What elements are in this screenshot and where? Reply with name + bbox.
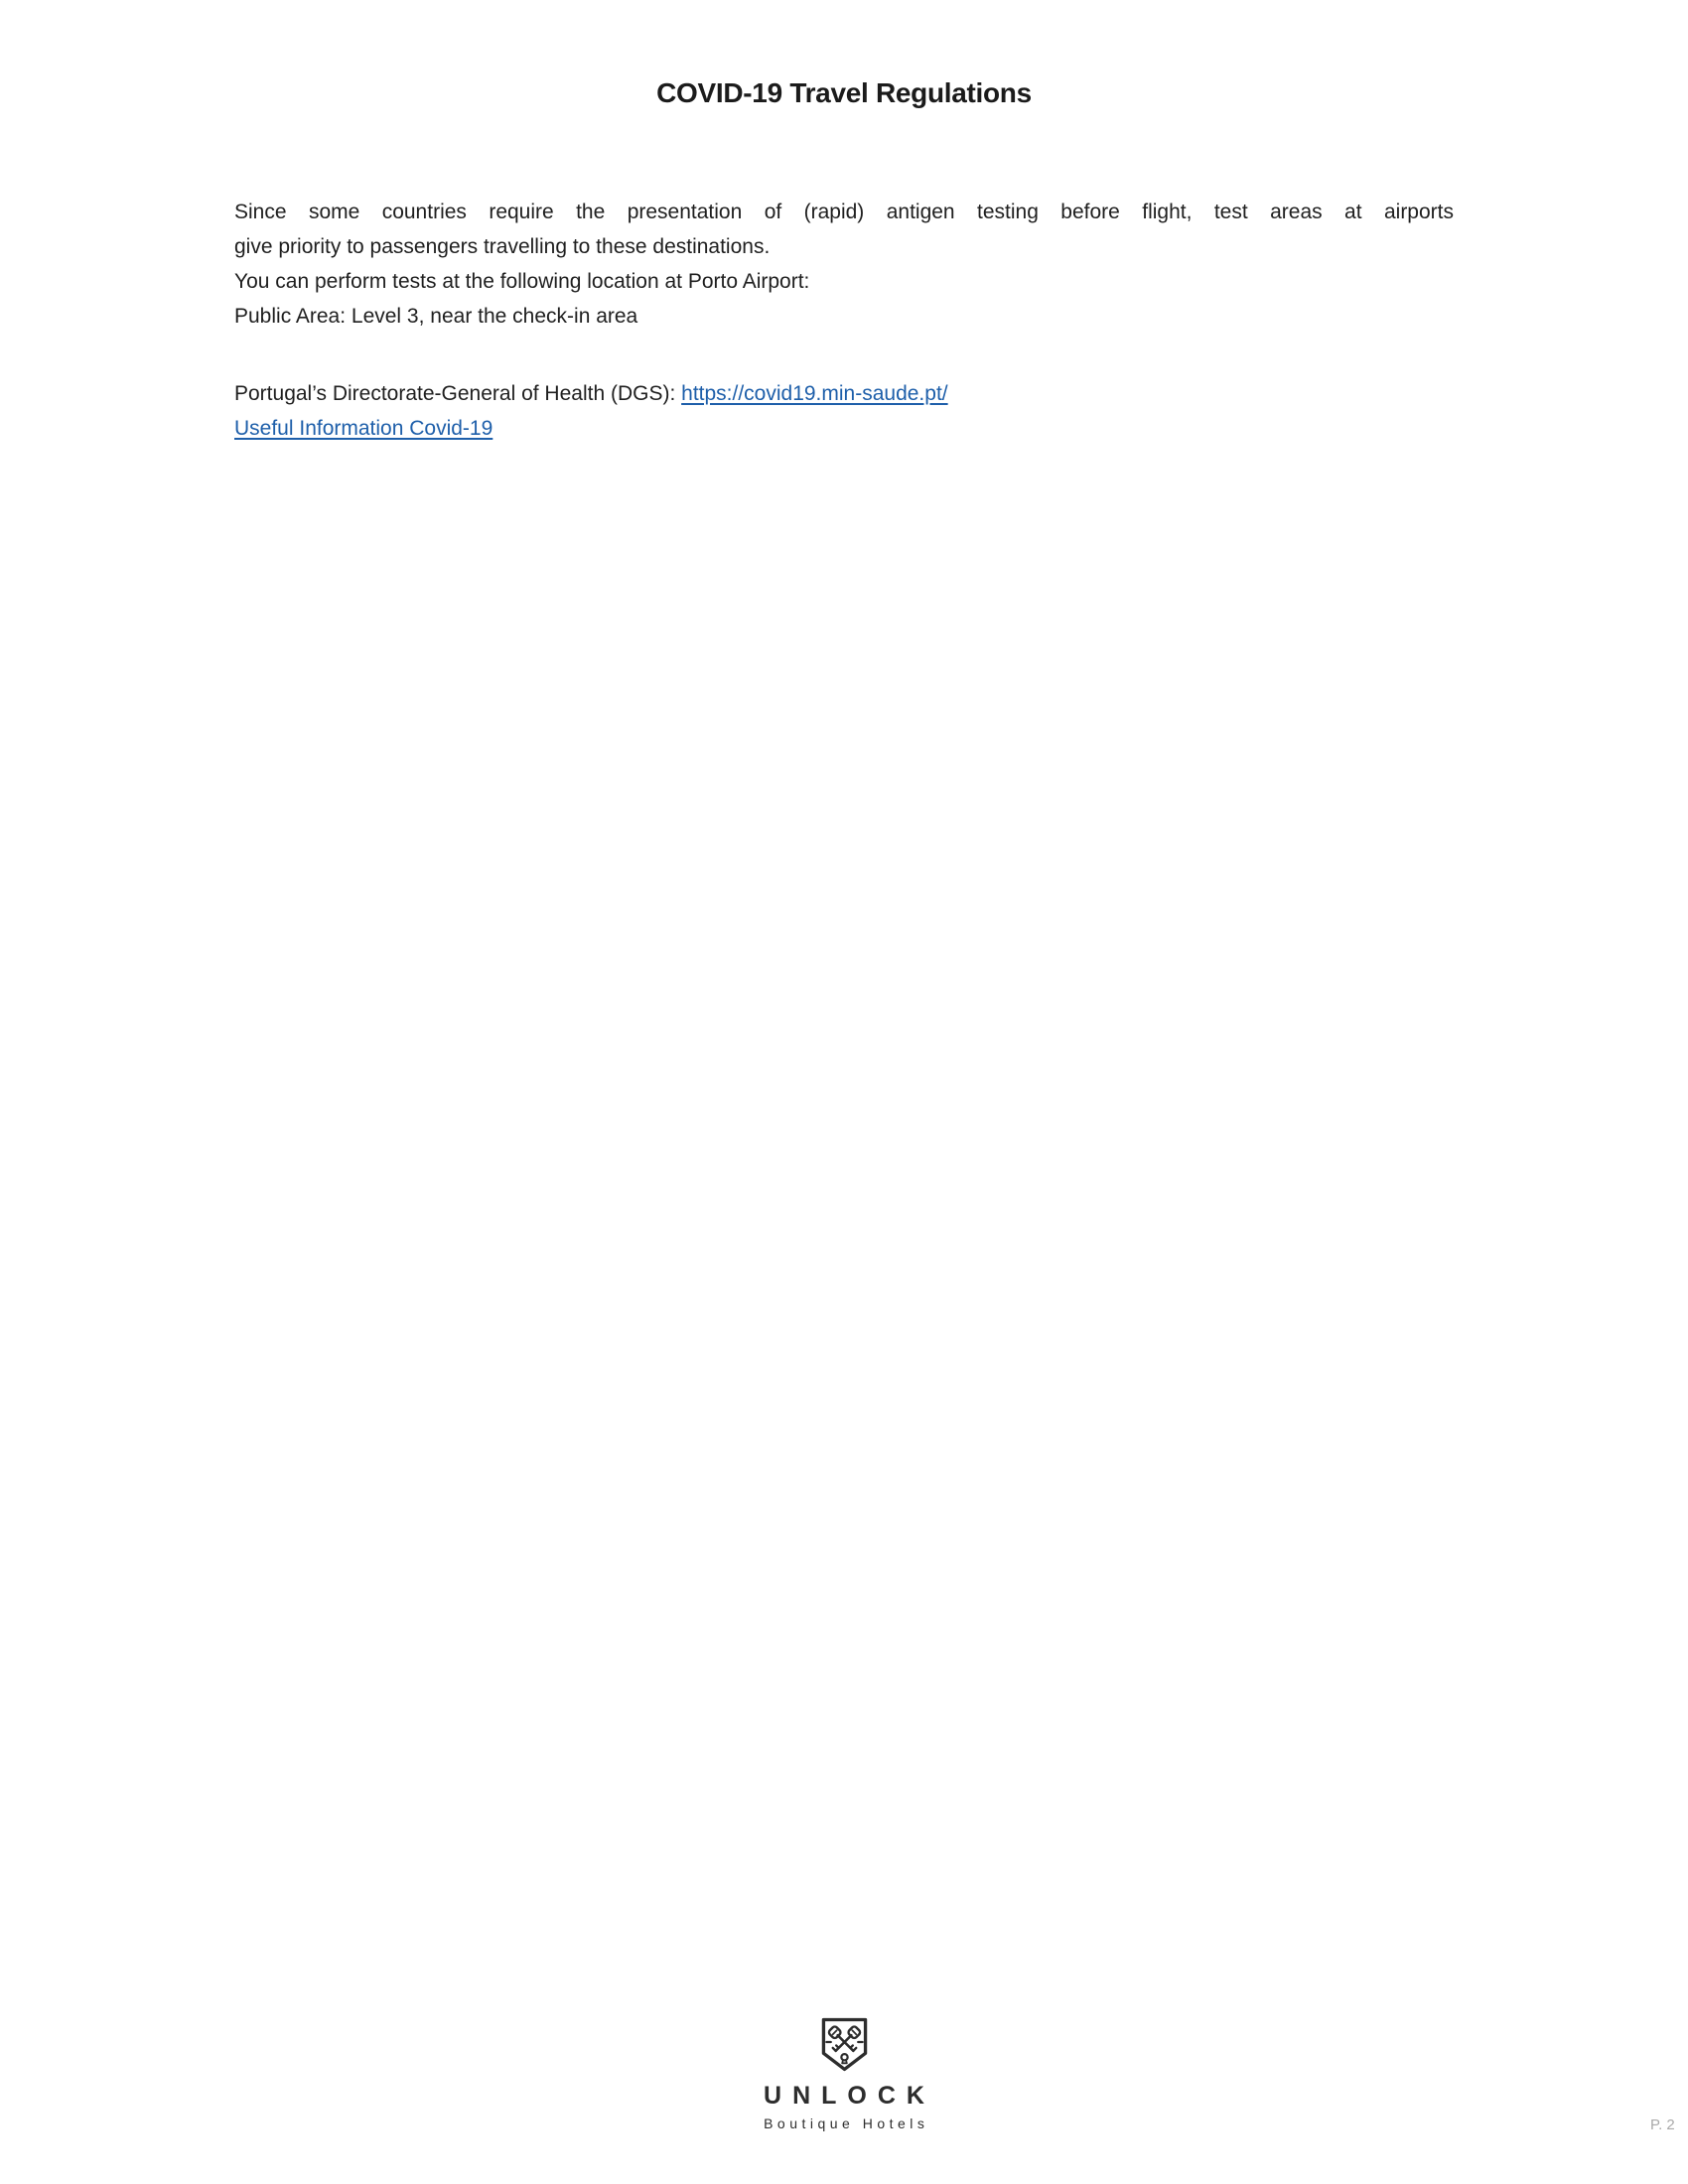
useful-information-link[interactable]: Useful Information Covid-19 <box>234 417 493 440</box>
brand-footer <box>0 2017 1688 2131</box>
shield-crossed-keys-icon <box>820 2017 869 2072</box>
brand-subtitle: Boutique Hotels <box>764 2116 929 2131</box>
body-text <box>234 195 1454 446</box>
useful-info-line <box>234 411 1454 446</box>
dgs-url-link[interactable]: https://covid19.min-saude.pt/ <box>681 382 948 405</box>
paragraph-line-3: You can perform tests at the following location at Porto Airport: <box>234 270 810 293</box>
page-number: P. 2 <box>1650 2116 1675 2133</box>
dgs-links-line <box>234 376 1454 411</box>
dgs-intro-label: Portugal’s Directorate-General of Health (DGS): <box>234 382 682 405</box>
page-title: COVID-19 Travel Regulations <box>656 77 1032 108</box>
paragraph-line-4: Public Area: Level 3, near the check-in area <box>234 305 638 328</box>
brand-name: UNLOCK <box>764 2082 935 2110</box>
paragraph-line-1: Since some countries require the presentation of (rapid) antigen testing before flight, test areas at airports <box>234 201 1454 223</box>
paragraph-line-2: give priority to passengers travelling to these destinations. <box>234 235 771 258</box>
blank-line <box>234 334 1454 376</box>
